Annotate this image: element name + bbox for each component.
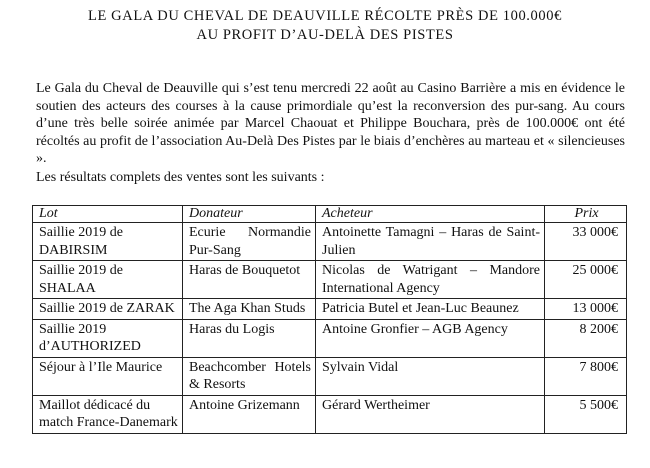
- donateur-cell: Antoine Grizemann: [183, 395, 316, 433]
- acheteur-cell: Gérard Wertheimer: [316, 395, 545, 433]
- donateur-cell: Haras de Bouquetot: [183, 261, 316, 299]
- acheteur-cell: Patricia Butel et Jean-Luc Beaunez: [316, 299, 545, 320]
- prix-cell: 5 500€: [545, 395, 627, 433]
- table-row: [33, 395, 627, 433]
- table-header-row: [33, 206, 627, 223]
- prix-cell: 8 200€: [545, 319, 627, 357]
- column-header-prix: Prix: [545, 206, 627, 223]
- table-row: [33, 319, 627, 357]
- table-row: [33, 261, 627, 299]
- lot-cell: Séjour à l’Ile Maurice: [33, 357, 183, 395]
- column-header-lot: Lot: [33, 206, 183, 223]
- table-row: [33, 299, 627, 320]
- lot-cell: Saillie 2019 d’AUTHORIZED: [33, 319, 183, 357]
- table-row: [33, 223, 627, 261]
- acheteur-cell: Nicolas de Watrigant – Mandore International Agency: [316, 261, 545, 299]
- article-title-line-2: AU PROFIT D’AU-DELÀ DES PISTES: [196, 27, 454, 43]
- prix-cell: 13 000€: [545, 299, 627, 320]
- lot-cell: Saillie 2019 de ZARAK: [33, 299, 183, 320]
- lot-cell: Saillie 2019 de SHALAA: [33, 261, 183, 299]
- column-header-acheteur: Acheteur: [316, 206, 545, 223]
- donateur-cell: Beachcomber Hotels & Resorts: [183, 357, 316, 395]
- donateur-cell: The Aga Khan Studs: [183, 299, 316, 320]
- table-row: [33, 357, 627, 395]
- column-header-donateur: Donateur: [183, 206, 316, 223]
- acheteur-cell: Antoinette Tamagni – Haras de Saint-Julien: [316, 223, 545, 261]
- lot-cell: Saillie 2019 de DABIRSIM: [33, 223, 183, 261]
- prix-cell: 25 000€: [545, 261, 627, 299]
- results-intro-text: Les résultats complets des ventes sont les suivants :: [36, 170, 325, 185]
- prix-cell: 33 000€: [545, 223, 627, 261]
- intro-paragraph: Le Gala du Cheval de Deauville qui s’est tenu mercredi 22 août au Casino Barrière a mis en évidence le soutien des acteurs des courses à la cause primordiale qu’est la reconversion des pur-sang. Au cours d’une très belle soirée animée par Marcel Chaouat et Philippe Bouchara, près de 100.000€ ont été récoltés au profit de l’association Au-Delà Des Pistes par le biais d’enchères au marteau et « silencieuses ».: [36, 81, 625, 166]
- acheteur-cell: Antoine Gronfier – AGB Agency: [316, 319, 545, 357]
- donateur-cell: Haras du Logis: [183, 319, 316, 357]
- lot-cell: Maillot dédicacé du match France-Danemark: [33, 395, 183, 433]
- article-title-line-1: LE GALA DU CHEVAL DE DEAUVILLE RÉCOLTE PRÈS DE 100.000€: [88, 8, 562, 24]
- donateur-cell: Ecurie Normandie Pur-Sang: [183, 223, 316, 261]
- prix-cell: 7 800€: [545, 357, 627, 395]
- intro-paragraph-block: [36, 80, 625, 168]
- article-title: [0, 7, 650, 45]
- auction-results-table: [32, 205, 627, 434]
- acheteur-cell: Sylvain Vidal: [316, 357, 545, 395]
